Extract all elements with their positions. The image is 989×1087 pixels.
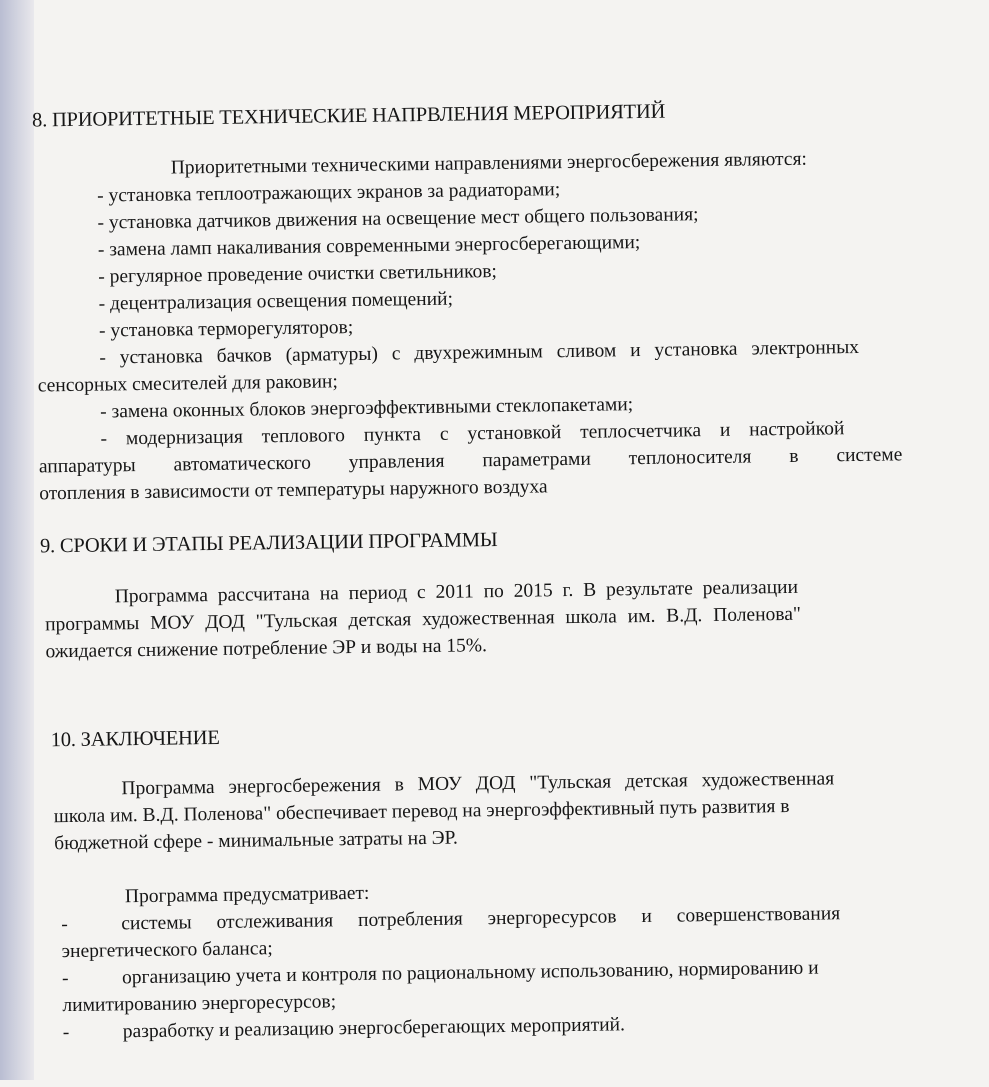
section-8-item: - модернизация теплового пункта с установкой теплосчетчика и настройкой — [100, 418, 845, 450]
section-9-line: программы МОУ ДОД "Тульская детская художественная школа им. В.Д. Поленова" — [44, 603, 802, 636]
section-8-item: - замена ламп накаливания современными энергосберегающими; — [97, 232, 641, 261]
section-10-para-line: бюджетной сфере - минимальные затраты на ЭР. — [54, 827, 458, 855]
list-dash: - — [62, 1022, 70, 1044]
section-8-intro: Приоритетными техническими направлениями энергосбережения являются: — [170, 148, 808, 179]
section-8-item: - установка бачков (арматуры) с двухрежимным сливом и установка электронных — [99, 336, 860, 369]
section-10-intro: Программа предусматривает: — [124, 882, 370, 908]
section-8-item: - установка терморегуляторов; — [98, 317, 354, 342]
section-8-heading: 8. ПРИОРИТЕТНЫЕ ТЕХНИЧЕСКИЕ НАПРВЛЕНИЯ МЕРОПРИЯТИЙ — [31, 100, 666, 132]
section-10-item: разработку и реализацию энергосберегающих мероприятий. — [122, 1014, 626, 1043]
section-10-item: организацию учета и контроля по рациональному использованию, нормированию и — [121, 957, 819, 989]
section-8-item: - установка теплоотражающих экранов за радиаторами; — [97, 179, 561, 207]
section-10-item: энергетического баланса; — [61, 938, 273, 963]
section-8-item: - децентрализация освещения помещений; — [98, 288, 454, 315]
section-8-item: - установка датчиков движения на освещение мест общего пользования; — [97, 204, 699, 234]
section-8-item: отопления в зависимости от температуры наружного воздуха — [39, 476, 548, 505]
list-dash: - — [61, 914, 68, 936]
section-8-item: аппаратуры автоматического управления параметрами теплоносителя в системе — [38, 444, 903, 478]
section-8-item: сенсорных смесителей для раковин; — [37, 371, 338, 397]
section-10-para-line: школа им. В.Д. Поленова" обеспечивает перевод на энергоэффективный путь развития в — [53, 795, 790, 828]
list-dash: - — [61, 968, 69, 990]
section-10-heading: 10. ЗАКЛЮЧЕНИЕ — [50, 726, 220, 752]
section-10-para-line: Программа энергосбережения в МОУ ДОД "Тульская детская художественная — [121, 768, 835, 800]
section-9-line: Программа рассчитана на период с 2011 по 2015 г. В результате реализации — [114, 576, 799, 608]
section-8-item: - замена оконных блоков энергоэффективными стеклопакетами; — [100, 394, 634, 423]
section-9-line: ожидается снижение потребление ЭР и воды на 15%. — [45, 635, 488, 663]
section-10-item: лимитированию энергоресурсов; — [62, 991, 337, 1017]
section-8-item: - регулярное проведение очистки светильников; — [98, 261, 498, 288]
section-10-item: системы отслеживания потребления энергоресурсов и совершенствования — [121, 903, 841, 935]
section-9-heading: 9. СРОКИ И ЭТАПЫ РЕАЛИЗАЦИИ ПРОГРАММЫ — [39, 529, 498, 558]
